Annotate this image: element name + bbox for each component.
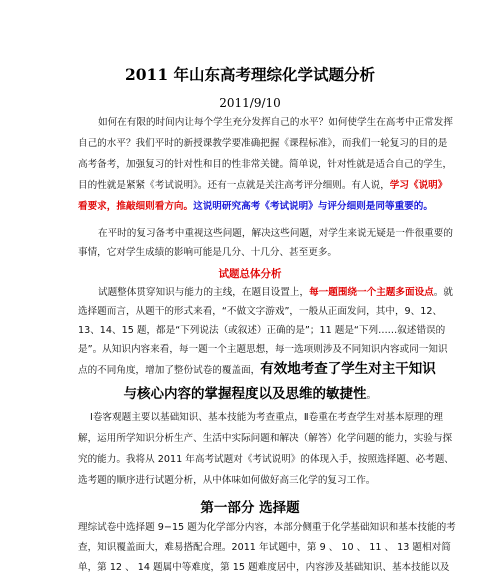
overall-analysis-heading: 试题总体分析 bbox=[218, 268, 282, 280]
para2-line-1: 在平时的复习备考中重视这些问题，解决这些问题，对学生来说无疑是一件很重要的 bbox=[98, 228, 453, 239]
intro-highlight-red: 学习《说明》 bbox=[389, 180, 448, 191]
para3-line-1 bbox=[98, 284, 453, 301]
section-1-heading: 第一部分 选择题 bbox=[200, 500, 300, 516]
para4-line-3: 究的能力。我将从 2011 年高考试题对《考试说明》的体现入手，按照选择题、必考题、 bbox=[78, 454, 454, 465]
para5-line-3: 单，第 12 、 14 题属中等难度，第 15 题难度居中，内容涉及基础知识、基本技能以及 bbox=[78, 562, 450, 573]
intro-line-5 bbox=[78, 198, 433, 215]
para2-line-2: 事情，它对学生成绩的影响可能是几分、十几分、甚至更多。 bbox=[78, 247, 338, 258]
para3-line-1-text: 试题整体贯穿知识与能力的主线，在题目设置上， bbox=[98, 287, 310, 298]
para3-line-2: 选择题而言，从题干的形式来看，“不做文字游戏”，一般从正面发问，其中，9、12、 bbox=[78, 306, 443, 317]
para3-line-1-end: 。就 bbox=[433, 287, 453, 298]
para3-line-5-text: 点的不同角度，增加了整份试卷的覆盖面， bbox=[78, 365, 261, 376]
para3-highlight-red: 每一题围绕一个主题多面设点 bbox=[309, 287, 434, 298]
para4-line-4: 选考题的顺序进行试题分析，从中体味如何做好高三化学的复习工作。 bbox=[78, 475, 376, 486]
document-date: 2011/9/10 bbox=[219, 96, 281, 110]
para3-emphasis-2: 与核心内容的掌握程度以及思维的敏捷性 bbox=[123, 386, 367, 402]
para5-line-1: 理综试卷中选择题 9−15 题为化学部分内容，本部分侧重于化学基础知识和基本技能的考 bbox=[78, 522, 456, 533]
intro-line-4 bbox=[78, 177, 447, 194]
para3-line-3: 13、14、15 题，都是“下列说法（或叙述）正确的是”；11 题是“下列……叙述错误的 bbox=[78, 325, 446, 336]
para3-line-4: 是”。从知识内容来看，每一题一个主题思想，每一选项则涉及不同知识内容或同一知识 bbox=[78, 344, 448, 355]
para3-line-6-end: 。 bbox=[366, 390, 377, 401]
para3-line-6 bbox=[0, 383, 500, 406]
intro-highlight-red-2: 看要求，推敲细则看方向。 bbox=[78, 201, 194, 212]
para4-line-2: 解，运用所学知识分析生产、生活中实际问题和解决（解答）化学问题的能力，实验与探 bbox=[78, 433, 453, 444]
para4-line-1: Ⅰ卷客观题主要以基础知识、基本技能为考查重点，Ⅱ卷重在考查学生对基本原理的理 bbox=[90, 412, 443, 423]
intro-line-3: 高考备考，加强复习的针对性和目的性非常关键。简单说，针对性就是适合自己的学生， bbox=[78, 159, 453, 170]
document-title: 2011 年山东高考理综化学试题分析 bbox=[124, 65, 376, 84]
para5-line-2: 查，知识覆盖面大，难易搭配合理。2011 年试题中，第 9 、 10 、 11 、 13 题相对简 bbox=[78, 542, 451, 553]
para3-line-5 bbox=[78, 361, 436, 379]
intro-line-4-text: 目的性就是紧紧《考试说明》。还有一点就是关注高考评分细则。有人说， bbox=[78, 180, 390, 191]
intro-highlight-blue: 这说明研究高考《考试说明》与评分细则是同等重要的。 bbox=[193, 201, 433, 212]
para3-emphasis-1: 有效地考查了学生对主干知识 bbox=[260, 361, 436, 377]
intro-line-1: 如何在有限的时间内让每个学生充分发挥自己的水平？如何使学生在高考中正常发挥 bbox=[98, 117, 453, 128]
intro-line-2: 自己的水平？我们平时的新授课教学要准确把握《课程标准》，而我们一轮复习的目的是 bbox=[78, 138, 448, 149]
